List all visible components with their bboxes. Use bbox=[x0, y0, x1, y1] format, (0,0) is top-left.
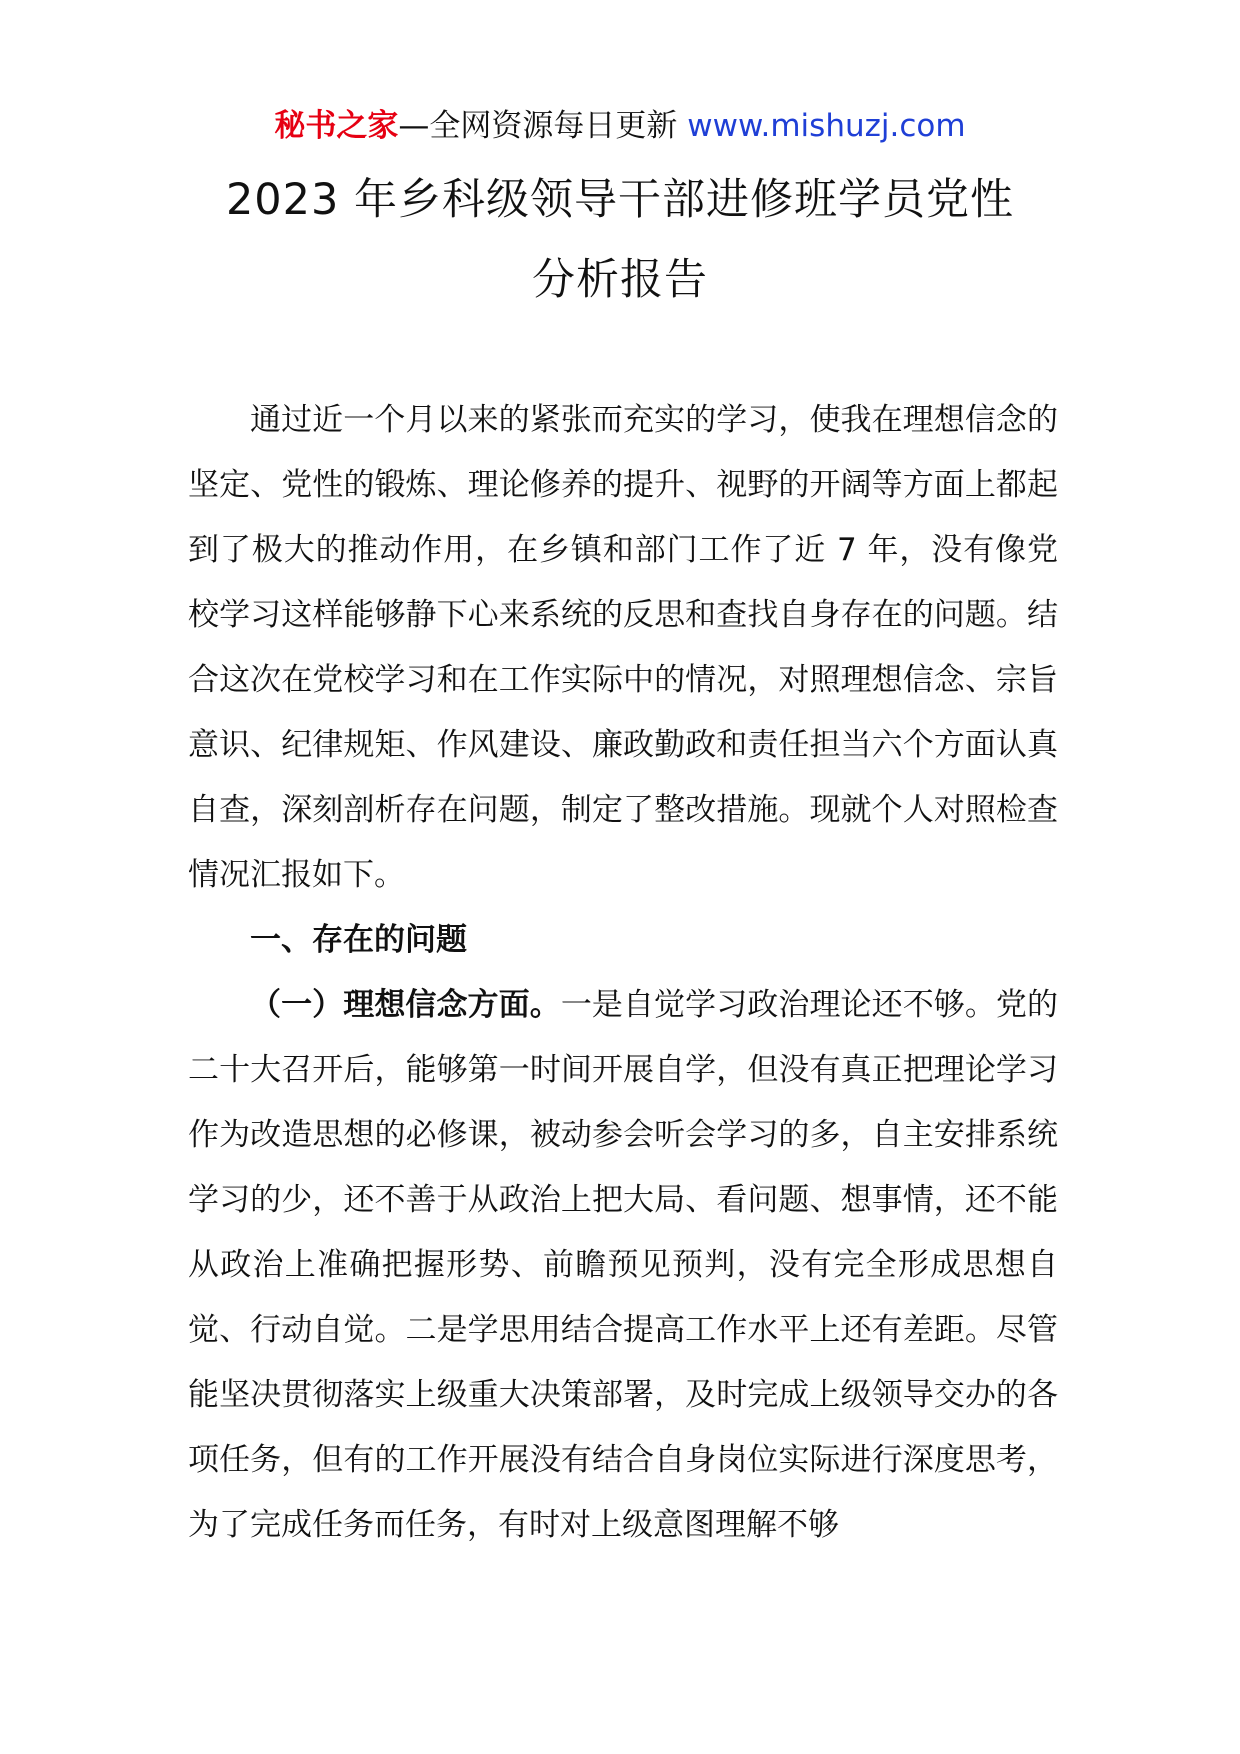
section-heading-problems: 一、存在的问题 bbox=[250, 922, 467, 958]
document-title bbox=[0, 160, 1240, 320]
header-tagline: —全网资源每日更新 bbox=[398, 108, 688, 144]
site-header bbox=[0, 104, 1240, 148]
subsection-heading-ideals: （一）理想信念方面。 bbox=[250, 987, 561, 1023]
subsection-paragraph-ideals bbox=[188, 973, 1058, 1558]
intro-paragraph: 通过近一个月以来的紧张而充实的学习，使我在理想信念的坚定、党性的锻炼、理论修养的提升、视野的开阔等方面上都起到了极大的推动作用，在乡镇和部门工作了近 7 年，没有像党校学习这样能够静下心来系统的反思和查找自身存在的问题。结合这次在党校学习和在工作实际中的情况，对照理想信念、宗旨意识、纪律规矩、作风建设、廉政勤政和责任担当六个方面认真自查，深刻剖析存在问题，制定了整改措施。现就个人对照检查情况汇报如下。 bbox=[188, 402, 1058, 893]
document-body bbox=[188, 388, 1058, 1558]
site-url-link[interactable]: www.mishuzj.com bbox=[687, 108, 966, 144]
title-line-2: 分析报告 bbox=[532, 255, 708, 305]
title-line-1: 2023 年乡科级领导干部进修班学员党性 bbox=[225, 175, 1015, 225]
brand-name: 秘书之家 bbox=[274, 108, 399, 144]
subsection-text-ideals: 一是自觉学习政治理论还不够。党的二十大召开后，能够第一时间开展自学，但没有真正把理论学习作为改造思想的必修课，被动参会听会学习的多，自主安排系统学习的少，还不善于从政治上把大局、看问题、想事情，还不能从政治上准确把握形势、前瞻预见预判，没有完全形成思想自觉、行动自觉。二是学思用结合提高工作水平上还有差距。尽管能坚决贯彻落实上级重大决策部署，及时完成上级领导交办的各项任务，但有的工作开展没有结合自身岗位实际进行深度思考，为了完成任务而任务，有时对上级意图理解不够 bbox=[188, 987, 1059, 1543]
